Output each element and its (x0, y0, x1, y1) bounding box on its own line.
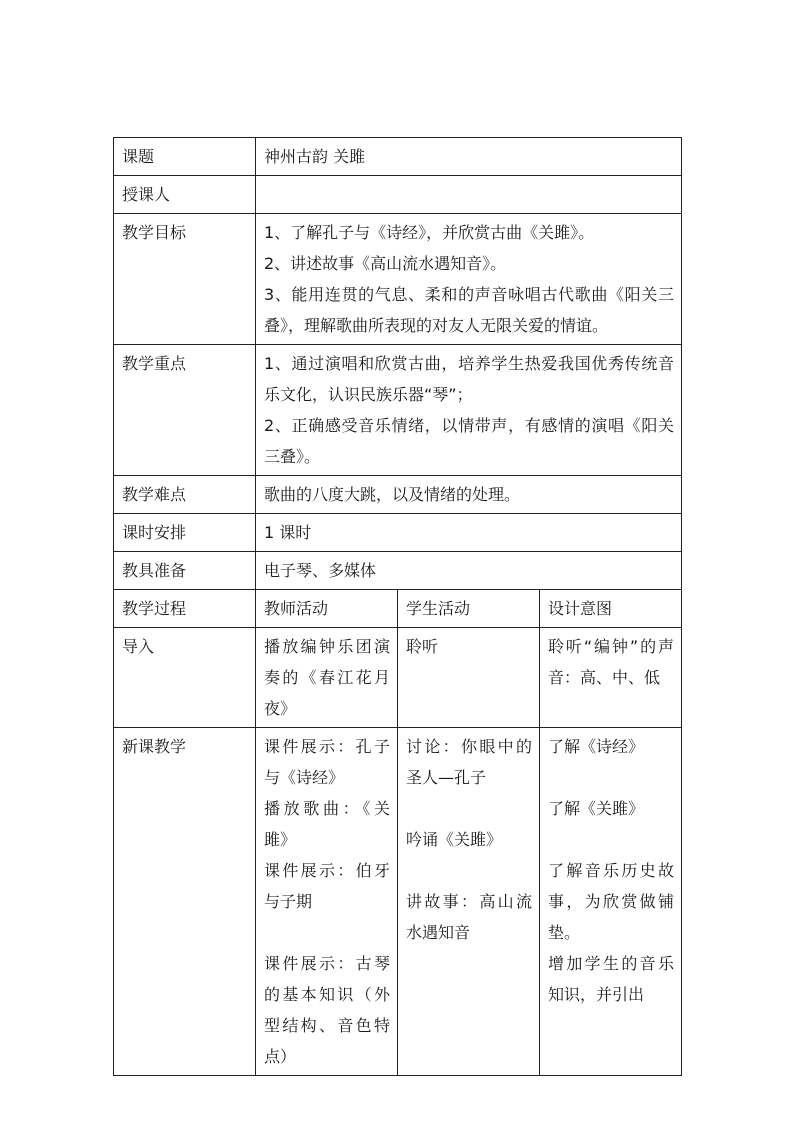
teacher-new-lesson (256, 728, 398, 1076)
value-schedule: 1 课时 (256, 514, 682, 552)
intent-item: 增加学生的音乐知识，并引出 (548, 954, 674, 1004)
spacer (406, 793, 532, 824)
spacer (264, 917, 390, 948)
key-point-item: 2、正确感受音乐情绪，以情带声，有感情的演唱《阳关三叠》。 (264, 416, 674, 466)
label-difficulty: 教学难点 (114, 476, 256, 514)
student-new-lesson (398, 728, 540, 1076)
header-intent: 设计意图 (540, 590, 682, 628)
row-goals (114, 214, 682, 345)
student-activity: 吟诵《关雎》 (406, 830, 503, 849)
spacer (548, 762, 674, 793)
label-materials: 教具准备 (114, 552, 256, 590)
value-key-points (256, 345, 682, 476)
value-difficulty: 歌曲的八度大跳，以及情绪的处理。 (256, 476, 682, 514)
teacher-activity: 课件展示：古琴的基本知识（外型结构、音色特点） (264, 954, 390, 1066)
spacer (548, 824, 674, 855)
teacher-activity: 课件展示：伯牙与子期 (264, 861, 390, 911)
goal-item: 3、能用连贯的气息、柔和的声音咏唱古代歌曲《阳关三叠》，理解歌曲所表现的对友人无限关爱的情谊。 (264, 285, 674, 335)
header-stage: 教学过程 (114, 590, 256, 628)
label-goals: 教学目标 (114, 214, 256, 345)
label-teacher: 授课人 (114, 176, 256, 214)
spacer (406, 855, 532, 886)
header-student: 学生活动 (398, 590, 540, 628)
intent-intro: 聆听“编钟”的声音：高、中、低 (540, 628, 682, 728)
teacher-activity: 播放歌曲：《关雎》 (264, 799, 390, 849)
row-schedule (114, 514, 682, 552)
stage-intro: 导入 (114, 628, 256, 728)
teacher-intro: 播放编钟乐团演奏的《春江花月夜》 (256, 628, 398, 728)
row-materials (114, 552, 682, 590)
stage-new-lesson: 新课教学 (114, 728, 256, 1076)
value-topic: 神州古韵 关雎 (256, 138, 682, 176)
row-key-points (114, 345, 682, 476)
key-point-item: 1、通过演唱和欣赏古曲，培养学生热爱我国优秀传统音乐文化，认识民族乐器“琴”； (264, 354, 674, 404)
label-schedule: 课时安排 (114, 514, 256, 552)
label-topic: 课题 (114, 138, 256, 176)
header-teacher: 教师活动 (256, 590, 398, 628)
student-activity: 讨论：你眼中的圣人—孔子 (406, 737, 532, 787)
value-materials: 电子琴、多媒体 (256, 552, 682, 590)
student-activity: 讲故事：高山流水遇知音 (406, 892, 532, 942)
lesson-plan-table (113, 137, 682, 1076)
row-teacher (114, 176, 682, 214)
goal-item: 1、了解孔子与《诗经》，并欣赏古曲《关雎》。 (264, 223, 595, 242)
label-key-points: 教学重点 (114, 345, 256, 476)
intent-item: 了解《诗经》 (548, 737, 645, 756)
intent-item: 了解音乐历史故事，为欣赏做铺垫。 (548, 861, 674, 942)
intent-new-lesson (540, 728, 682, 1076)
value-goals (256, 214, 682, 345)
process-header-row (114, 590, 682, 628)
value-teacher (256, 176, 682, 214)
goal-item: 2、讲述故事《高山流水遇知音》。 (264, 254, 507, 273)
row-difficulty (114, 476, 682, 514)
intent-item: 了解《关雎》 (548, 799, 645, 818)
process-row-new-lesson (114, 728, 682, 1076)
process-row-intro (114, 628, 682, 728)
teacher-activity: 课件展示：孔子与《诗经》 (264, 737, 390, 787)
student-intro: 聆听 (398, 628, 540, 728)
row-topic (114, 138, 682, 176)
